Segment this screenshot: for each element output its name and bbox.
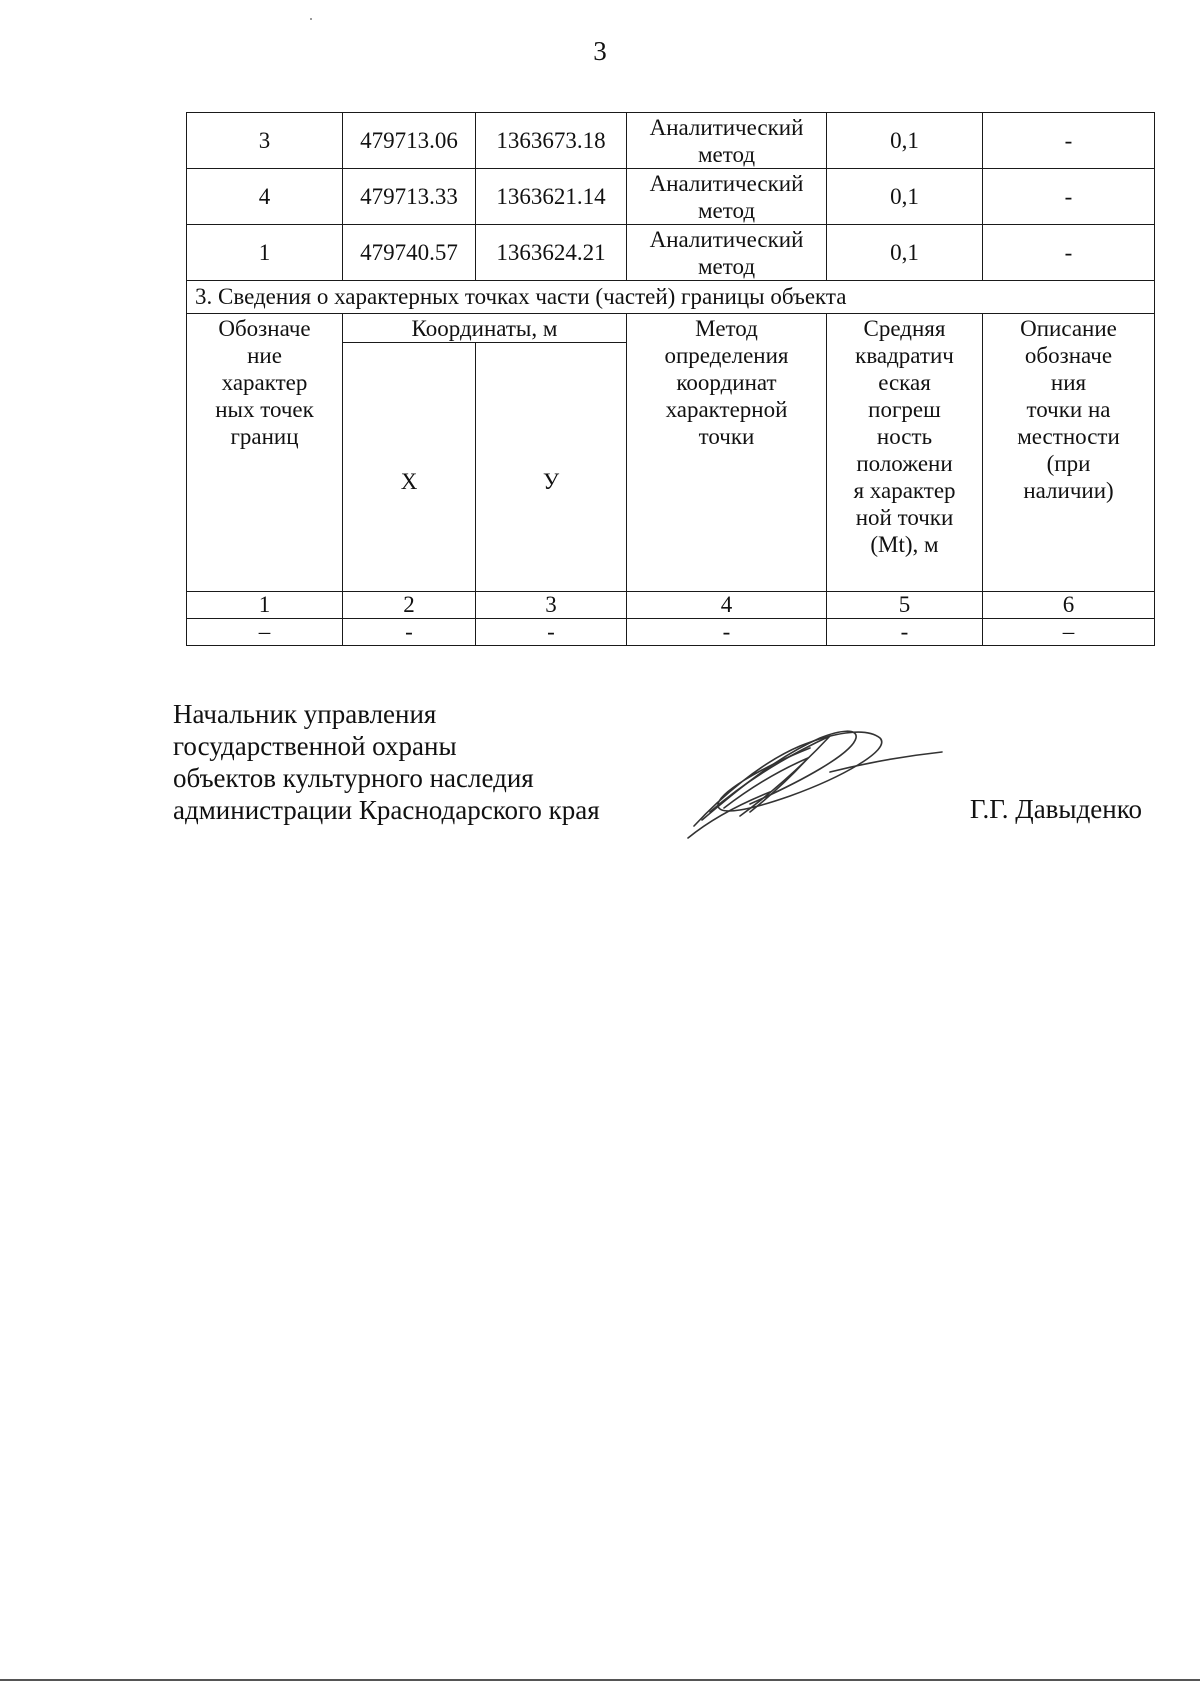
- method-cell: [627, 113, 827, 169]
- empty-cell: –: [187, 619, 343, 646]
- coordinate-x: 479713.33: [343, 169, 476, 225]
- header-line: положени: [856, 451, 953, 476]
- empty-cell: -: [476, 619, 627, 646]
- coordinate-x: 479740.57: [343, 225, 476, 281]
- column-number: 3: [476, 592, 627, 619]
- accuracy-cell: 0,1: [827, 225, 983, 281]
- header-line: ность: [876, 424, 933, 449]
- method-line: Аналитический: [649, 170, 804, 196]
- point-number: 1: [187, 225, 343, 281]
- method-cell: [627, 225, 827, 281]
- header-line: характер: [221, 370, 308, 395]
- header-line: ние: [247, 343, 282, 368]
- column-number-row: [187, 592, 1155, 619]
- header-line: еская: [878, 370, 931, 395]
- table-row: [187, 225, 1155, 281]
- header-line: наличии): [1023, 478, 1114, 503]
- signer-name: Г.Г. Давыденко: [969, 794, 1142, 824]
- section-header-row: [187, 281, 1155, 314]
- coordinate-y: 1363621.14: [476, 169, 627, 225]
- table-row: [187, 113, 1155, 169]
- point-number: 4: [187, 169, 343, 225]
- table-row: [187, 169, 1155, 225]
- method-line: метод: [697, 253, 756, 279]
- empty-cell: -: [627, 619, 827, 646]
- header-line: погреш: [868, 397, 941, 422]
- header-line: Обозначе: [218, 316, 311, 341]
- accuracy-cell: 0,1: [827, 113, 983, 169]
- header-line: Описание: [1020, 316, 1117, 341]
- table-row: [187, 619, 1155, 646]
- header-designation: [187, 314, 343, 592]
- column-number: 5: [827, 592, 983, 619]
- description-cell: -: [983, 113, 1155, 169]
- signer-title-line: государственной охраны: [173, 731, 457, 761]
- header-line: характерной: [665, 397, 788, 422]
- empty-cell: –: [983, 619, 1155, 646]
- description-cell: -: [983, 225, 1155, 281]
- column-header-row: [187, 314, 1155, 343]
- header-line: я характер: [853, 478, 956, 503]
- point-number: 3: [187, 113, 343, 169]
- empty-cell: -: [343, 619, 476, 646]
- boundary-points-table: [186, 112, 1155, 646]
- header-y: У: [476, 343, 627, 592]
- accuracy-cell: 0,1: [827, 169, 983, 225]
- scan-speck: [310, 18, 312, 20]
- header-line: ния: [1050, 370, 1087, 395]
- column-number: 1: [187, 592, 343, 619]
- column-number: 6: [983, 592, 1155, 619]
- column-number: 2: [343, 592, 476, 619]
- header-line: определения: [664, 343, 789, 368]
- header-method: [627, 314, 827, 592]
- header-line: Метод: [695, 316, 758, 341]
- signer-title-line: объектов культурного наследия: [173, 763, 534, 793]
- header-line: точки: [698, 424, 755, 449]
- header-line: координат: [676, 370, 777, 395]
- header-line: (Mt), м: [870, 532, 939, 557]
- header-accuracy: [827, 314, 983, 592]
- handwritten-signature: [680, 708, 950, 848]
- header-coordinates: Координаты, м: [343, 314, 627, 343]
- header-line: квадратич: [855, 343, 954, 368]
- method-line: Аналитический: [649, 114, 804, 140]
- header-line: ной точки: [855, 505, 954, 530]
- signer-title-line: администрации Краснодарского края: [173, 795, 600, 825]
- description-cell: -: [983, 169, 1155, 225]
- signer-title-line: Начальник управления: [173, 699, 437, 729]
- empty-cell: -: [827, 619, 983, 646]
- header-line: ных точек: [215, 397, 314, 422]
- coordinate-x: 479713.06: [343, 113, 476, 169]
- column-number: 4: [627, 592, 827, 619]
- scan-edge-line: [0, 1679, 1200, 1681]
- method-line: метод: [697, 141, 756, 167]
- header-line: границ: [230, 424, 299, 449]
- page-number: 3: [593, 36, 607, 66]
- method-cell: [627, 169, 827, 225]
- method-line: Аналитический: [649, 226, 804, 252]
- header-line: местности: [1017, 424, 1120, 449]
- section-title: 3. Сведения о характерных точках части (частей) границы объекта: [187, 281, 1155, 314]
- header-description: [983, 314, 1155, 592]
- signer-title: [173, 698, 600, 826]
- method-line: метод: [697, 197, 756, 223]
- header-line: точки на: [1026, 397, 1111, 422]
- header-x: Х: [343, 343, 476, 592]
- coordinate-y: 1363673.18: [476, 113, 627, 169]
- header-line: Средняя: [863, 316, 946, 341]
- header-line: (при: [1046, 451, 1091, 476]
- coordinate-y: 1363624.21: [476, 225, 627, 281]
- header-line: обозначе: [1024, 343, 1113, 368]
